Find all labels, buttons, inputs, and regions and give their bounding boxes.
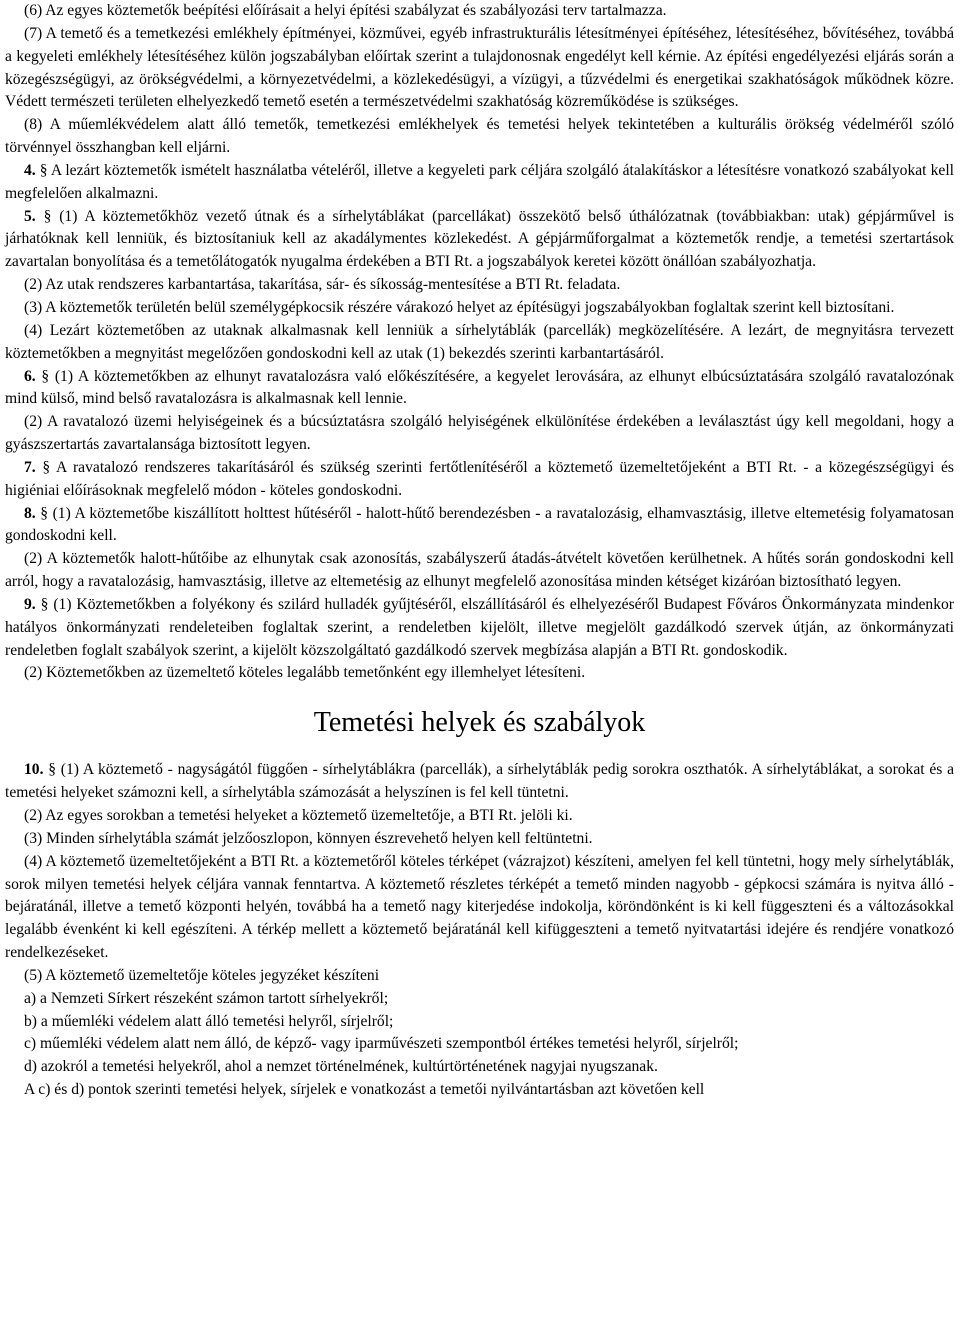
paragraph <box>5 851 954 965</box>
paragraph <box>5 160 954 206</box>
document-body-top <box>5 0 954 685</box>
paragraph <box>5 1011 954 1034</box>
paragraph-text: A c) és d) pontok szerinti temetési helyek, sírjelek e vonatkozást a temetői nyilvántartásban azt követően kell <box>24 1081 705 1099</box>
paragraph <box>5 988 954 1011</box>
paragraph-text: (4) A köztemető üzemeltetőjeként a BTI Rt. a köztemetőről köteles térképet (vázrajzot) készíteni, amelyen fel kell tüntetni, hogy mely sírhelytáblák, sorok milyen temetési helyek céljára vannak fenntartva. A köztemető részletes térképét a temető minden nagyobb - gépkocsi számára is nyitva álló - bejáratánál, illetve a temető központi helyén, továbbá ha a temető nagy kiterjedése indokolja, köröndönként is ki kell függeszteni és a változásokkal legalább évenként ki kell egészíteni. A térkép mellett a köztemető bejáratánál kell kifüggeszteni a temető nyitvatartási idejére és rendjére vonatkozó rendelkezéseket. <box>5 852 954 962</box>
section-number: 6. <box>24 367 36 385</box>
paragraph-text: § (1) Köztemetőkben a folyékony és szilárd hulladék gyűjtéséről, elszállításáról és elhelyezéséről Budapest Főváros Önkormányzata mindenkor hatályos önkormányzati rendeleteiben foglaltak szerint, a rendeletben kijelölt, illetve megjelölt gazdálkodó szervek útján, az önkormányzati rendeletben foglalt szabályok szerint, a kijelölt közszolgáltató gazdálkodó szervek megbízása alapján a BTI Rt. gondoskodik. <box>5 595 954 659</box>
section-number: 8. <box>24 504 36 522</box>
paragraph <box>5 594 954 663</box>
paragraph <box>5 206 954 275</box>
section-number: 5. <box>24 207 36 225</box>
paragraph-text: (2) A ravatalozó üzemi helyiségeinek és a búcsúztatásra szolgáló helyiségének elkülönítése érdekében a leválasztást úgy kell megoldani, hogy a gyászszertartás zavartalansága biztosított legyen. <box>5 413 954 454</box>
paragraph-text: (4) Lezárt köztemetőben az utaknak alkalmasnak kell lenniük a sírhelytáblák (parcellák) megközelítésére. A lezárt, de megnyitásra tervezett köztemetőkben a megnyitást megelőzően gondoskodni kell az utak (1) bekezdés szerinti karbantartásáról. <box>5 321 954 362</box>
paragraph-text: b) a műemléki védelem alatt álló temetési helyről, sírjelről; <box>24 1012 394 1030</box>
paragraph <box>5 366 954 412</box>
paragraph <box>5 662 954 685</box>
paragraph <box>5 411 954 457</box>
paragraph-text: (8) A műemlékvédelem alatt álló temetők, temetkezési emlékhelyek és temetési helyek tekintetében a kulturális örökség védelméről szóló törvénnyel összhangban kell eljárni. <box>5 116 954 157</box>
paragraph-text: (2) Az egyes sorokban a temetési helyeket a köztemető üzemeltetője, a BTI Rt. jelöli ki. <box>24 807 573 824</box>
section-number: 10. <box>24 761 44 779</box>
paragraph <box>5 1056 954 1079</box>
paragraph-text: d) azokról a temetési helyekről, ahol a nemzet történelmének, kultúrtörténetének nagyjai nyugszanak. <box>24 1058 658 1076</box>
section-heading: Temetési helyek és szabályok <box>313 707 646 739</box>
paragraph-text: § (1) A köztemetőkben az elhunyt ravatalozásra való előkészítésére, a kegyelet lerovására, az elhunyt elbúcsúztatására szolgáló ravatalozónak mind külső, mind belső ravatalozásra is alkalmasnak kell lennie. <box>5 367 954 408</box>
paragraph <box>5 828 954 851</box>
paragraph <box>5 274 954 297</box>
document-body-bottom <box>5 759 954 1102</box>
paragraph <box>5 114 954 160</box>
paragraph-text: a) a Nemzeti Sírkert részeként számon tartott sírhelyekről; <box>24 989 389 1007</box>
paragraph <box>5 805 954 828</box>
paragraph-text: (5) A köztemető üzemeltetője köteles jegyzéket készíteni <box>24 966 380 984</box>
paragraph <box>5 23 954 114</box>
paragraph-text: c) műemléki védelem alatt nem álló, de képző- vagy iparművészeti szempontból értékes temetési helyről, sírjelről; <box>24 1035 739 1053</box>
paragraph <box>5 759 954 805</box>
paragraph-text: § A ravatalozó rendszeres takarításáról és szükség szerinti fertőtlenítéséről a köztemető üzemeltetőjeként a BTI Rt. - a közegészségügyi és higiéniai előírásoknak megfelelő módon - köteles gondoskodni. <box>5 458 954 499</box>
paragraph-text: (2) Köztemetőkben az üzemeltető köteles legalább temetőnként egy illemhelyet létesíteni. <box>24 664 586 682</box>
paragraph <box>5 457 954 503</box>
paragraph <box>5 0 954 23</box>
paragraph-text: (6) Az egyes köztemetők beépítési előírásait a helyi építési szabályzat és szabályozási terv tartalmazza. <box>24 2 667 19</box>
paragraph-text: § (1) A köztemető - nagyságától függően - sírhelytáblákra (parcellák), a sírhelytáblák pedig sorokra oszthatók. A sírhelytáblákat, a sorokat és a temetési helyeket számozni kell, a sírhelytábla számozását a helyszínen is fel kell tüntetni. <box>5 761 954 802</box>
paragraph-text: § A lezárt köztemetők ismételt használatba vételéről, illetve a kegyeleti park céljára szolgáló átalakításkor a létesítésre vonatkozó szabályokat kell megfelelően alkalmazni. <box>5 161 954 202</box>
paragraph-text: (3) Minden sírhelytábla számát jelzőoszlopon, könnyen észrevehető helyen kell feltüntetni. <box>24 829 593 847</box>
paragraph-text: (2) A köztemetők halott-hűtőibe az elhunytak csak azonosítás, szabályszerű átadás-átvételt követően kerülhetnek. A hűtés során gondoskodni kell arról, hogy a ravatalozásig, hamvasztásig, illetve az eltemetésig az elhunyt megfelelő azonosítása minden kétséget kizáróan biztosítható legyen. <box>5 550 954 591</box>
paragraph <box>5 320 954 366</box>
section-number: 9. <box>24 595 36 613</box>
paragraph <box>5 548 954 594</box>
paragraph-text: (3) A köztemetők területén belül személygépkocsik részére várakozó helyet az építésügyi jogszabályokban foglaltak szerint kell biztosítani. <box>24 298 895 316</box>
paragraph <box>5 1079 954 1102</box>
paragraph <box>5 297 954 320</box>
paragraph-text: § (1) A köztemetőkhöz vezető útnak és a sírhelytáblákat (parcellákat) összekötő belső úthálózatnak (továbbiakban: utak) gépjárművel is járhatóknak kell lenniük, és biztosítaniuk kell az akadálymentes közlekedést. A gépjárműforgalmat a köztemetők rendje, a temetési szertartások zavartalan bonyolítása és a temetőlátogatók nyugalma érdekében a BTI Rt. a jogszabályok keretei között önállóan szabályozhatja. <box>5 207 954 271</box>
paragraph <box>5 965 954 988</box>
paragraph-text: § (1) A köztemetőbe kiszállított holttest hűtéséről - halott-hűtő berendezésben - a ravatalozásig, elhamvasztásig, illetve eltemetésig folyamatosan gondoskodni kell. <box>5 504 954 545</box>
paragraph <box>5 1033 954 1056</box>
paragraph <box>5 503 954 549</box>
section-number: 7. <box>24 458 36 476</box>
paragraph-text: (7) A temető és a temetkezési emlékhely építményei, közművei, egyéb infrastrukturális létesítményei építéséhez, létesítéséhez, bővítéséhez, továbbá a kegyeleti emlékhely létesítéséhez külön jogszabályban előírtak szerint a tulajdonosnak engedélyt kell kérnie. Az építési engedélyezési eljárás során a közegészségügyi, az örökségvédelmi, a környezetvédelmi, a közlekedésügyi, a vízügyi, a tűzvédelmi és energetikai szakhatóságok működnek közre. Védett természeti területen elhelyezkedő temető esetén a természetvédelmi szakhatóság közreműködése is szükséges. <box>5 24 954 111</box>
paragraph-text: (2) Az utak rendszeres karbantartása, takarítása, sár- és síkosság-mentesítése a BTI Rt. feladata. <box>24 276 621 294</box>
section-number: 4. <box>24 161 36 179</box>
